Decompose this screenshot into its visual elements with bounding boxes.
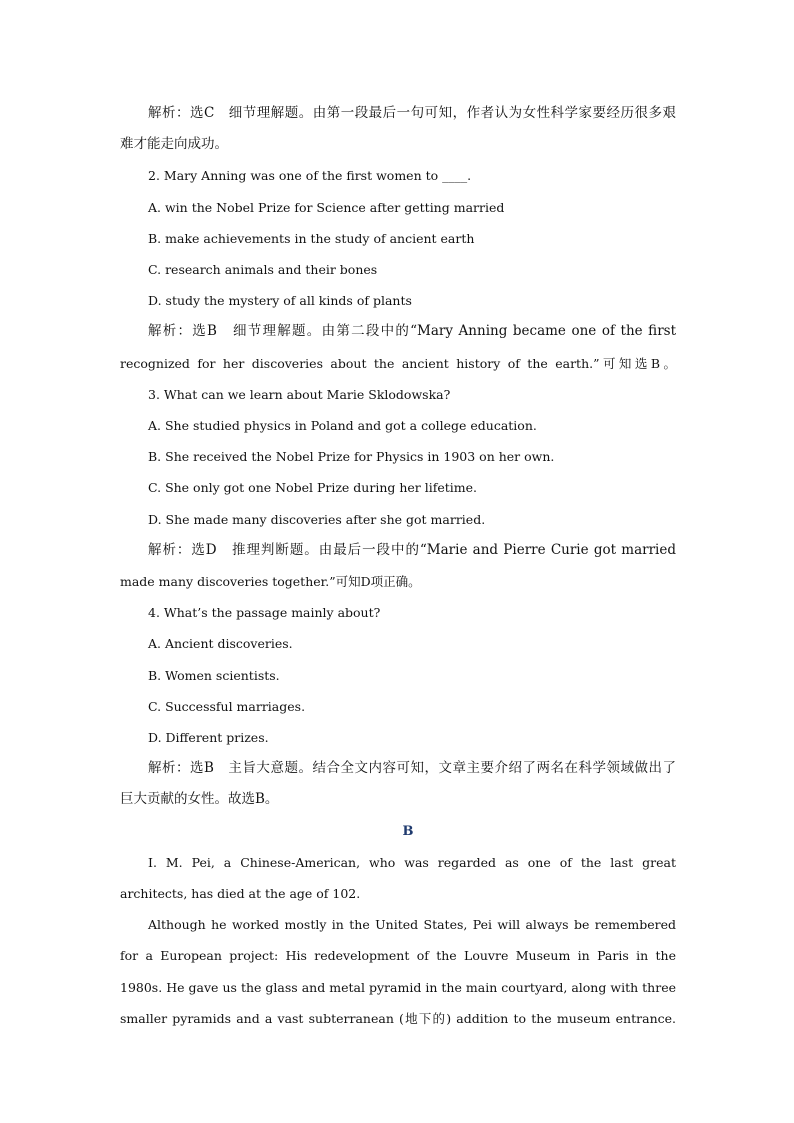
passage-b-line-2: architects, has died at the age of 102.	[120, 885, 361, 901]
q2-option-b: B. make achievements in the study of ancient earth	[148, 230, 475, 246]
q4-explanation-line-2: 巨大贡献的女性。故选B。	[120, 791, 279, 808]
q3-option-c: C. She only got one Nobel Prize during her lifetime.	[148, 480, 478, 496]
q2-option-d: D. study the mystery of all kinds of plants	[148, 293, 412, 309]
q4-option-d: D. Different prizes.	[148, 730, 269, 745]
q3-option-b: B. She received the Nobel Prize for Physics in 1903 on her own.	[148, 449, 555, 465]
q2-explanation-line-1: 解析：选B 细节理解题。由第二段中的“Mary Anning became one of the first	[148, 323, 676, 340]
q4-option-c: C. Successful marriages.	[148, 698, 306, 714]
q4-stem: 4. What’s the passage mainly about?	[148, 605, 381, 621]
q4-option-a: A. Ancient discoveries.	[148, 636, 293, 652]
section-b-heading: B	[402, 823, 414, 839]
q2-stem: 2. Mary Anning was one of the first women to ____.	[148, 168, 472, 184]
q2-option-a: A. win the Nobel Prize for Science after getting married	[148, 199, 505, 215]
q4-option-b: B. Women scientists.	[148, 667, 280, 683]
passage-b-line-1: I. M. Pei, a Chinese-American, who was regarded as one of the last great	[148, 854, 676, 870]
q3-option-a: A. She studied physics in Poland and got a college education.	[148, 417, 537, 433]
passage-b-line-3: Although he worked mostly in the United States, Pei will always be remembered	[148, 917, 676, 933]
q1-explanation-line-1: 解析：选C 细节理解题。由第一段最后一句可知，作者认为女性科学家要经历很多艰	[148, 105, 676, 121]
q3-option-d: D. She made many discoveries after she got married.	[148, 511, 486, 527]
passage-b-line-6: smaller pyramids and a vast subterranean (地下的) addition to the museum entrance.	[120, 1010, 676, 1026]
passage-b-line-4: for a European project: His redevelopment of the Louvre Museum in Paris in the	[120, 948, 676, 964]
q4-explanation-line-1: 解析：选B 主旨大意题。结合全文内容可知，文章主要介绍了两名在科学领域做出了	[148, 760, 676, 777]
q2-option-c: C. research animals and their bones	[148, 262, 378, 277]
q3-stem: 3. What can we learn about Marie Sklodowska?	[148, 386, 451, 402]
q1-explanation-line-2: 难才能走向成功。	[120, 136, 228, 153]
q3-explanation-line-2: made many discoveries together.”可知D项正确。	[120, 573, 421, 589]
passage-b-line-5: 1980s. He gave us the glass and metal pyramid in the main courtyard, along with three	[120, 979, 676, 995]
q2-explanation-line-2: recognized for her discoveries about the ancient history of the earth.”可知选B。	[120, 355, 676, 371]
q3-explanation-line-1: 解析：选D 推理判断题。由最后一段中的“Marie and Pierre Curie got married	[148, 541, 676, 558]
document-page	[120, 98, 676, 1034]
